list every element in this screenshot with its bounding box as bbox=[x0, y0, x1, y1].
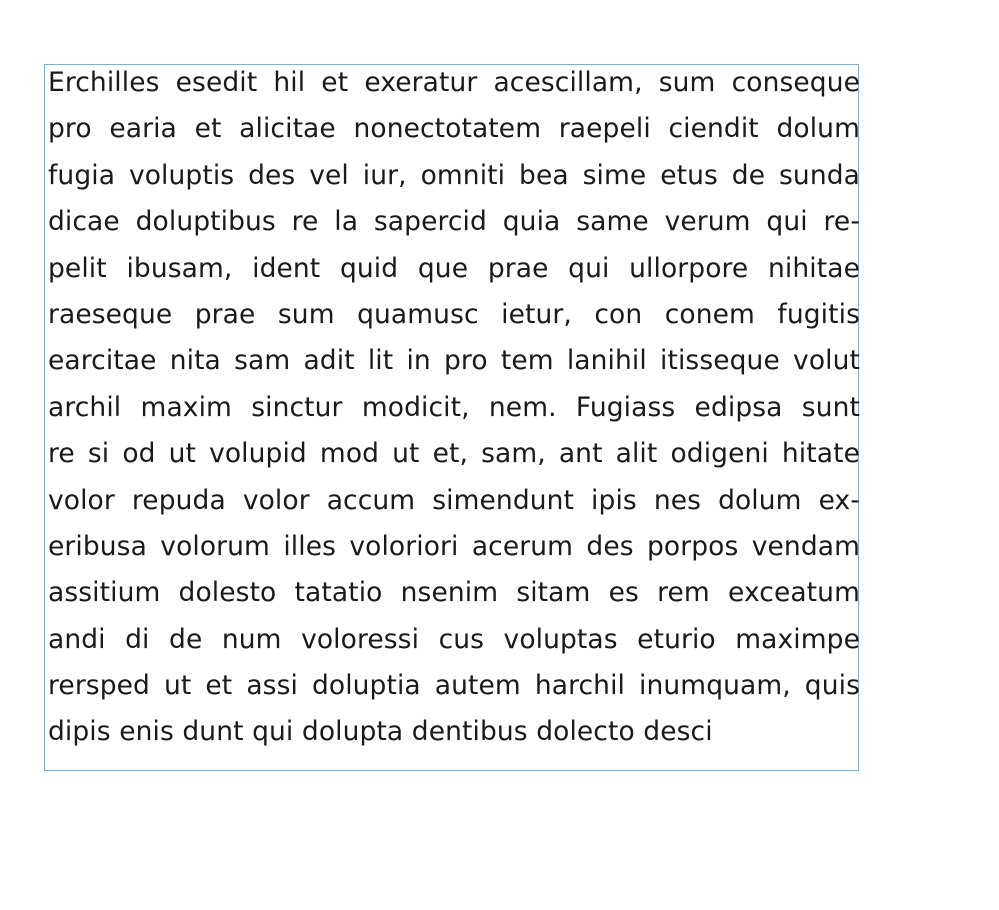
text-line: pelit ibusam, ident quid que prae qui ullorpore nihitae bbox=[48, 252, 860, 284]
text-line: archil maxim sinctur modicit, nem. Fugiass edipsa sunt bbox=[48, 391, 860, 423]
text-line: dipis enis dunt qui dolupta dentibus dolecto desci bbox=[48, 716, 713, 748]
text-frame[interactable] bbox=[44, 64, 859, 771]
text-line: earcitae nita sam adit lit in pro tem lanihil itisseque volut bbox=[48, 345, 860, 377]
text-line: andi di de num voloressi cus voluptas eturio maximpe bbox=[48, 623, 860, 655]
text-line: assitium dolesto tatatio nsenim sitam es rem exceatum bbox=[48, 577, 860, 609]
text-line: fugia voluptis des vel iur, omniti bea sime etus de sunda bbox=[48, 159, 860, 191]
text-line: rersped ut et assi doluptia autem harchil inumquam, quis bbox=[48, 670, 860, 702]
text-line: pro earia et alicitae nonectotatem raepeli ciendit dolum bbox=[48, 113, 860, 145]
text-line: raeseque prae sum quamusc ietur, con conem fugitis bbox=[48, 298, 860, 330]
text-line: eribusa volorum illes voloriori acerum des porpos vendam bbox=[48, 530, 860, 562]
text-line: re si od ut volupid mod ut et, sam, ant alit odigeni hitate bbox=[48, 438, 860, 470]
text-line: dicae doluptibus re la sapercid quia same verum qui re- bbox=[48, 206, 860, 238]
text-body bbox=[48, 65, 860, 761]
text-line: Erchilles esedit hil et exeratur acescillam, sum conseque bbox=[48, 67, 860, 98]
text-line: volor repuda volor accum simendunt ipis nes dolum ex- bbox=[48, 484, 860, 516]
